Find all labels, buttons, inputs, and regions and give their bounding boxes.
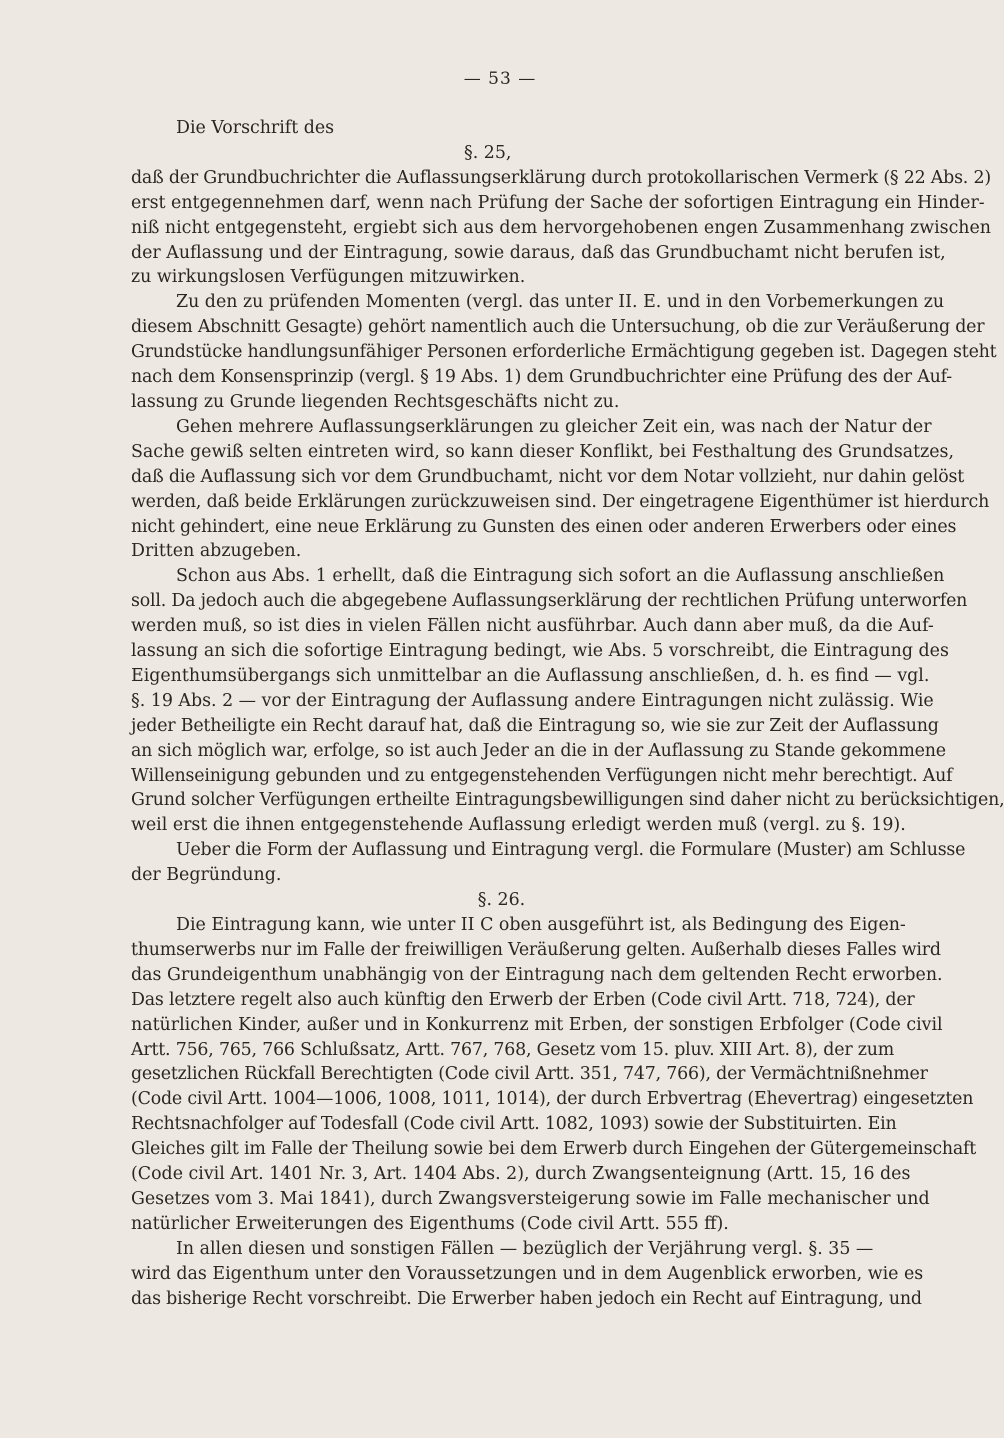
text-line-17: nicht gehindert, eine neue Erklärung zu Gunsten des einen oder anderen Erwerbers oder eines: [131, 516, 957, 537]
text-line-16: werden, daß beide Erklärungen zurückzuweisen sind. Der eingetragene Eigenthümer ist hierdurch: [131, 491, 990, 512]
text-line-10: Grundstücke handlungsunfähiger Personen erforderliche Ermächtigung gegeben ist. Dagegen steht: [131, 342, 997, 363]
text-line-14: Sache gewiß selten eintreten wird, so kann dieser Konflikt, bei Festhaltung des Grundsatzes,: [131, 441, 955, 462]
text-line-20: soll. Da jedoch auch die abgegebene Auflassungserklärung der rechtlichen Prüfung unterworfen: [131, 591, 968, 612]
text-line-4: erst entgegennehmen darf, wenn nach Prüfung der Sache der sofortigen Eintragung ein Hinder-: [131, 192, 985, 213]
text-line-22: lassung an sich die sofortige Eintragung bedingt, wie Abs. 5 vorschreibt, die Eintragung des: [131, 641, 949, 662]
text-line-43: (Code civil Art. 1401 Nr. 3, Art. 1404 Abs. 2), durch Zwangsenteignung (Artt. 15, 16 des: [131, 1164, 911, 1185]
text-line-5: niß nicht entgegensteht, ergiebt sich aus dem hervorgehobenen engen Zusammenhang zwischen: [131, 217, 992, 238]
text-line-40: (Code civil Artt. 1004—1006, 1008, 1011, 1014), der durch Erbvertrag (Ehevertrag) eingesetzten: [131, 1089, 974, 1110]
body-text: [131, 116, 1004, 1312]
text-line-47: wird das Eigenthum unter den Voraussetzungen und in dem Augenblick erworben, wie es: [131, 1263, 924, 1284]
text-line-12: lassung zu Grunde liegenden Rechtsgeschäfts nicht zu.: [131, 391, 620, 412]
text-line-30: Ueber die Form der Auflassung und Eintragung vergl. die Formulare (Muster) am Schlusse: [176, 840, 966, 861]
text-line-23: Eigenthumsübergangs sich unmittelbar an die Auflassung anschließen, d. h. es find — vgl.: [131, 665, 930, 686]
text-line-6: der Auflassung und der Eintragung, sowie daraus, daß das Grundbuchamt nicht berufen ist,: [131, 242, 946, 263]
text-line-46: In allen diesen und sonstigen Fällen — bezüglich der Verjährung vergl. §. 35 —: [176, 1238, 874, 1259]
text-line-26: an sich möglich war, erfolge, so ist auch Jeder an die in der Auflassung zu Stande gekommene: [131, 740, 946, 761]
text-line-29: weil erst die ihnen entgegenstehende Auflassung erledigt werden muß (vergl. zu §. 19).: [131, 815, 906, 836]
text-line-44: Gesetzes vom 3. Mai 1841), durch Zwangsversteigerung sowie im Falle mechanischer und: [131, 1188, 930, 1209]
section-heading-25: §. 25,: [464, 142, 512, 163]
text-line-8: Zu den zu prüfenden Momenten (vergl. das unter II. E. und in den Vorbemerkungen zu: [176, 292, 945, 313]
text-line-37: natürlichen Kinder, außer und in Konkurrenz mit Erben, der sonstigen Erbfolger (Code civil: [131, 1014, 943, 1035]
text-line-28: Grund solcher Verfügungen ertheilte Eintragungsbewilligungen sind daher nicht zu berücksichtigen,: [131, 790, 1004, 811]
section-heading-26: §. 26.: [477, 890, 526, 911]
text-line-41: Rechtsnachfolger auf Todesfall (Code civil Artt. 1082, 1093) sowie der Substituirten. Ein: [131, 1114, 897, 1135]
text-line-36: Das letztere regelt also auch künftig den Erwerb der Erben (Code civil Artt. 718, 724), der: [131, 989, 915, 1010]
text-line-13: Gehen mehrere Auflassungserklärungen zu gleicher Zeit ein, was nach der Natur der: [176, 416, 932, 437]
text-line-38: Artt. 756, 765, 766 Schlußsatz, Artt. 767, 768, Gesetz vom 15. pluv. XIII Art. 8), der zum: [131, 1039, 895, 1060]
text-line-45: natürlicher Erweiterungen des Eigenthums (Code civil Artt. 555 ff).: [131, 1213, 729, 1234]
text-line-42: Gleiches gilt im Falle der Theilung sowie bei dem Erwerb durch Eingehen der Gütergemeinschaft: [131, 1139, 977, 1160]
text-line-1: Die Vorschrift des: [176, 118, 335, 138]
text-line-19: Schon aus Abs. 1 erhellt, daß die Eintragung sich sofort an die Auflassung anschließen: [176, 566, 945, 587]
text-line-27: Willenseinigung gebunden und zu entgegenstehenden Verfügungen nicht mehr berechtigt. Auf: [131, 765, 953, 786]
text-line-48: das bisherige Recht vorschreibt. Die Erwerber haben jedoch ein Recht auf Eintragung, und: [131, 1288, 922, 1309]
text-line-9: diesem Abschnitt Gesagte) gehört namentlich auch die Untersuchung, ob die zur Veräußerung der: [131, 317, 985, 338]
text-line-7: zu wirkungslosen Verfügungen mitzuwirken.: [131, 267, 526, 288]
text-line-24: §. 19 Abs. 2 — vor der Eintragung der Auflassung andere Eintragungen nicht zulässig. Wie: [131, 690, 934, 711]
text-line-3: daß der Grundbuchrichter die Auflassungserklärung durch protokollarischen Vermerk (§ 22 Abs. 2): [131, 167, 991, 188]
text-line-11: nach dem Konsensprinzip (vergl. § 19 Abs. 1) dem Grundbuchrichter eine Prüfung des der Auf-: [131, 367, 952, 388]
text-line-25: jeder Betheiligte ein Recht darauf hat, daß die Eintragung so, wie sie zur Zeit der Auflassung: [131, 715, 939, 736]
text-line-39: gesetzlichen Rückfall Berechtigten (Code civil Artt. 351, 747, 766), der Vermächtnißnehmer: [131, 1064, 928, 1085]
text-line-18: Dritten abzugeben.: [131, 541, 302, 562]
text-line-21: werden muß, so ist dies in vielen Fällen nicht ausführbar. Auch dann aber muß, da die Auf-: [131, 616, 934, 637]
text-line-15: daß die Auflassung sich vor dem Grundbuchamt, nicht vor dem Notar vollzieht, nur dahin gelöst: [131, 466, 965, 487]
text-line-31: der Begründung.: [131, 865, 282, 886]
text-line-33: Die Eintragung kann, wie unter II C oben ausgeführt ist, als Bedingung des Eigen-: [176, 915, 906, 935]
page-number: — 53 —: [463, 69, 537, 89]
text-line-35: das Grundeigenthum unabhängig von der Eintragung nach dem geltenden Recht erworben.: [131, 964, 943, 985]
text-line-34: thumserwerbs nur im Falle der freiwilligen Veräußerung gelten. Außerhalb dieses Falles wird: [131, 939, 941, 960]
